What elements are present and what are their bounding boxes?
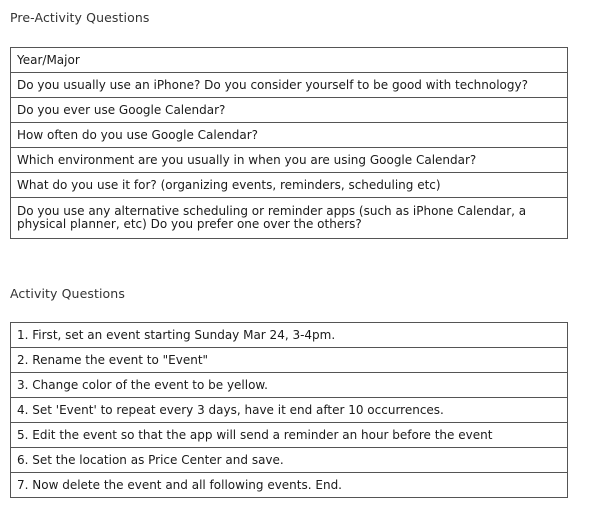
table-row — [11, 448, 568, 473]
table-row — [11, 123, 568, 148]
task-cell: 3. Change color of the event to be yellow. — [11, 373, 568, 398]
task-cell: 6. Set the location as Price Center and save. — [11, 448, 568, 473]
table-row — [11, 48, 568, 73]
activity-title: Activity Questions — [10, 286, 125, 301]
activity-questions-table — [10, 322, 568, 498]
pre-activity-questions-table — [10, 47, 568, 239]
task-cell: 1. First, set an event starting Sunday Mar 24, 3-4pm. — [11, 323, 568, 348]
table-row — [11, 148, 568, 173]
table-row — [11, 348, 568, 373]
table-row — [11, 98, 568, 123]
table-row — [11, 423, 568, 448]
question-cell: Do you ever use Google Calendar? — [11, 98, 568, 123]
task-cell: 5. Edit the event so that the app will send a reminder an hour before the event — [11, 423, 568, 448]
table-row — [11, 473, 568, 498]
table-row — [11, 373, 568, 398]
question-cell: Year/Major — [11, 48, 568, 73]
question-cell: What do you use it for? (organizing events, reminders, scheduling etc) — [11, 173, 568, 198]
task-cell: 4. Set 'Event' to repeat every 3 days, have it end after 10 occurrences. — [11, 398, 568, 423]
table-row — [11, 73, 568, 98]
task-cell: 7. Now delete the event and all following events. End. — [11, 473, 568, 498]
table-row — [11, 198, 568, 239]
question-cell: Which environment are you usually in when you are using Google Calendar? — [11, 148, 568, 173]
table-row — [11, 323, 568, 348]
table-row — [11, 398, 568, 423]
table-row — [11, 173, 568, 198]
task-cell: 2. Rename the event to "Event" — [11, 348, 568, 373]
pre-activity-title: Pre-Activity Questions — [10, 10, 150, 25]
question-cell: Do you usually use an iPhone? Do you consider yourself to be good with technology? — [11, 73, 568, 98]
question-cell: How often do you use Google Calendar? — [11, 123, 568, 148]
question-cell: Do you use any alternative scheduling or reminder apps (such as iPhone Calendar, a physical planner, etc) Do you prefer one over the others? — [11, 198, 568, 239]
